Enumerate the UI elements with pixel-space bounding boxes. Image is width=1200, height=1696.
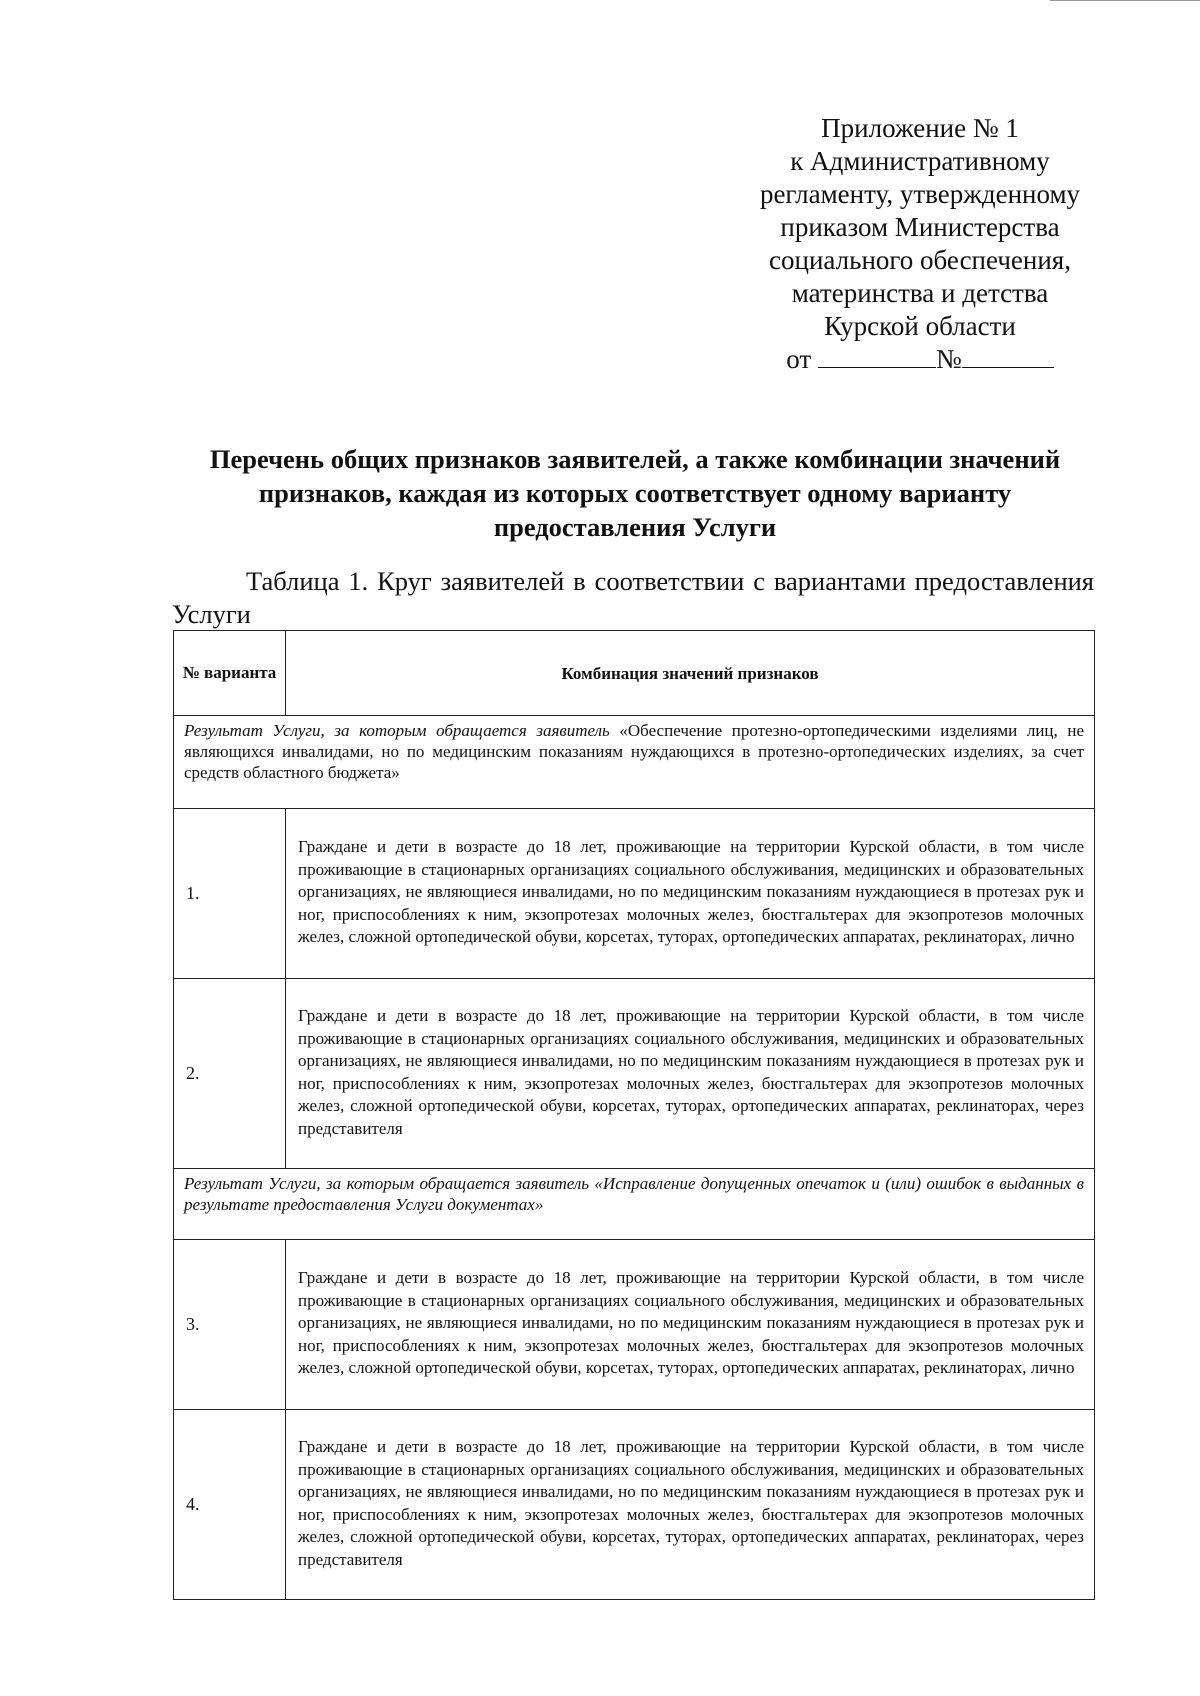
number-blank	[962, 345, 1054, 368]
document-title: Перечень общих признаков заявителей, а также комбинации значений признаков, каждая из которых соответствует одному варианту предоставления Услуги	[209, 444, 1061, 542]
annex-line-1: Приложение № 1	[821, 113, 1019, 143]
variant-number: 1.	[174, 809, 286, 979]
result-1-prefix: Результат Услуги, за которым обращается заявитель	[184, 721, 610, 740]
table-row	[174, 979, 1095, 1169]
variant-description: Граждане и дети в возрасте до 18 лет, проживающие на территории Курской области, в том числе проживающие в стационарных организациях социального обслуживания, медицинских и образовательных организациях, не являющиеся инвалидами, но по медицинским показаниям нуждающиеся в протезах рук и ног, приспособлениях к ним, экзопротезах молочных желез, бюстгальтерах для экзопротезов молочных желез, сложной ортопедической обуви, корсетах, туторах, ортопедических аппаратах, реклинаторах, через представителя	[286, 979, 1095, 1169]
scan-edge-line	[1050, 0, 1200, 1]
table-row	[174, 1410, 1095, 1600]
number-label: №	[935, 344, 962, 374]
header-combination: Комбинация значений признаков	[286, 631, 1095, 716]
annex-line-7: Курской области	[824, 311, 1016, 341]
result-1-cell	[174, 716, 1095, 809]
table-caption: Таблица 1. Круг заявителей в соответствии с вариантами предоставления Услуги	[172, 566, 1094, 629]
variant-description: Граждане и дети в возрасте до 18 лет, проживающие на территории Курской области, в том числе проживающие в стационарных организациях социального обслуживания, медицинских и образовательных организациях, не являющиеся инвалидами, но по медицинским показаниям нуждающиеся в протезах рук и ног, приспособлениях к ним, экзопротезах молочных желез, бюстгальтерах для экзопротезов молочных желез, сложной ортопедической обуви, корсетах, туторах, ортопедических аппаратах, реклинаторах, лично	[286, 1240, 1095, 1410]
variant-number: 4.	[174, 1410, 286, 1600]
annex-line-3: регламенту, утвержденному	[759, 179, 1081, 209]
table-row	[174, 809, 1095, 979]
result-row-2	[174, 1169, 1095, 1240]
annex-line-6: материнства и детства	[791, 278, 1049, 308]
applicants-table	[173, 630, 1095, 1600]
annex-header	[740, 112, 1100, 376]
annex-line-5: социального обеспечения,	[769, 245, 1071, 275]
header-variant-number: № варианта	[174, 631, 286, 716]
result-2-cell: Результат Услуги, за которым обращается заявитель «Исправление допущенных опечаток и (или) ошибок в выданных в результате предоставления Услуги документах»	[174, 1169, 1095, 1240]
from-label: от	[786, 344, 812, 374]
date-blank	[818, 345, 936, 368]
annex-line-2: к Административному	[790, 146, 1050, 176]
table-row	[174, 1240, 1095, 1410]
annex-line-4: приказом Министерства	[780, 212, 1060, 242]
variant-description: Граждане и дети в возрасте до 18 лет, проживающие на территории Курской области, в том числе проживающие в стационарных организациях социального обслуживания, медицинских и образовательных организациях, не являющиеся инвалидами, но по медицинским показаниям нуждающиеся в протезах рук и ног, приспособлениях к ним, экзопротезах молочных желез, бюстгальтерах для экзопротезов молочных желез, сложной ортопедической обуви, корсетах, туторах, ортопедических аппаратах, реклинаторах, через представителя	[286, 1410, 1095, 1600]
variant-number: 2.	[174, 979, 286, 1169]
annex-date-number-line	[740, 343, 1100, 376]
result-row-1	[174, 716, 1095, 809]
variant-description: Граждане и дети в возрасте до 18 лет, проживающие на территории Курской области, в том числе проживающие в стационарных организациях социального обслуживания, медицинских и образовательных организациях, не являющиеся инвалидами, но по медицинским показаниям нуждающиеся в протезах рук и ног, приспособлениях к ним, экзопротезах молочных желез, бюстгальтерах для экзопротезов молочных желез, сложной ортопедической обуви, корсетах, туторах, ортопедических аппаратах, реклинаторах, лично	[286, 809, 1095, 979]
result-1-text: «Обеспечение протезно-ортопедическими изделиями лиц, не являющихся инвалидами, но по медицинским показаниям нуждающихся в протезно-ортопедических изделиях, за счет средств областного бюджета»	[184, 721, 1084, 782]
variant-number: 3.	[174, 1240, 286, 1410]
table-header-row	[174, 631, 1095, 716]
